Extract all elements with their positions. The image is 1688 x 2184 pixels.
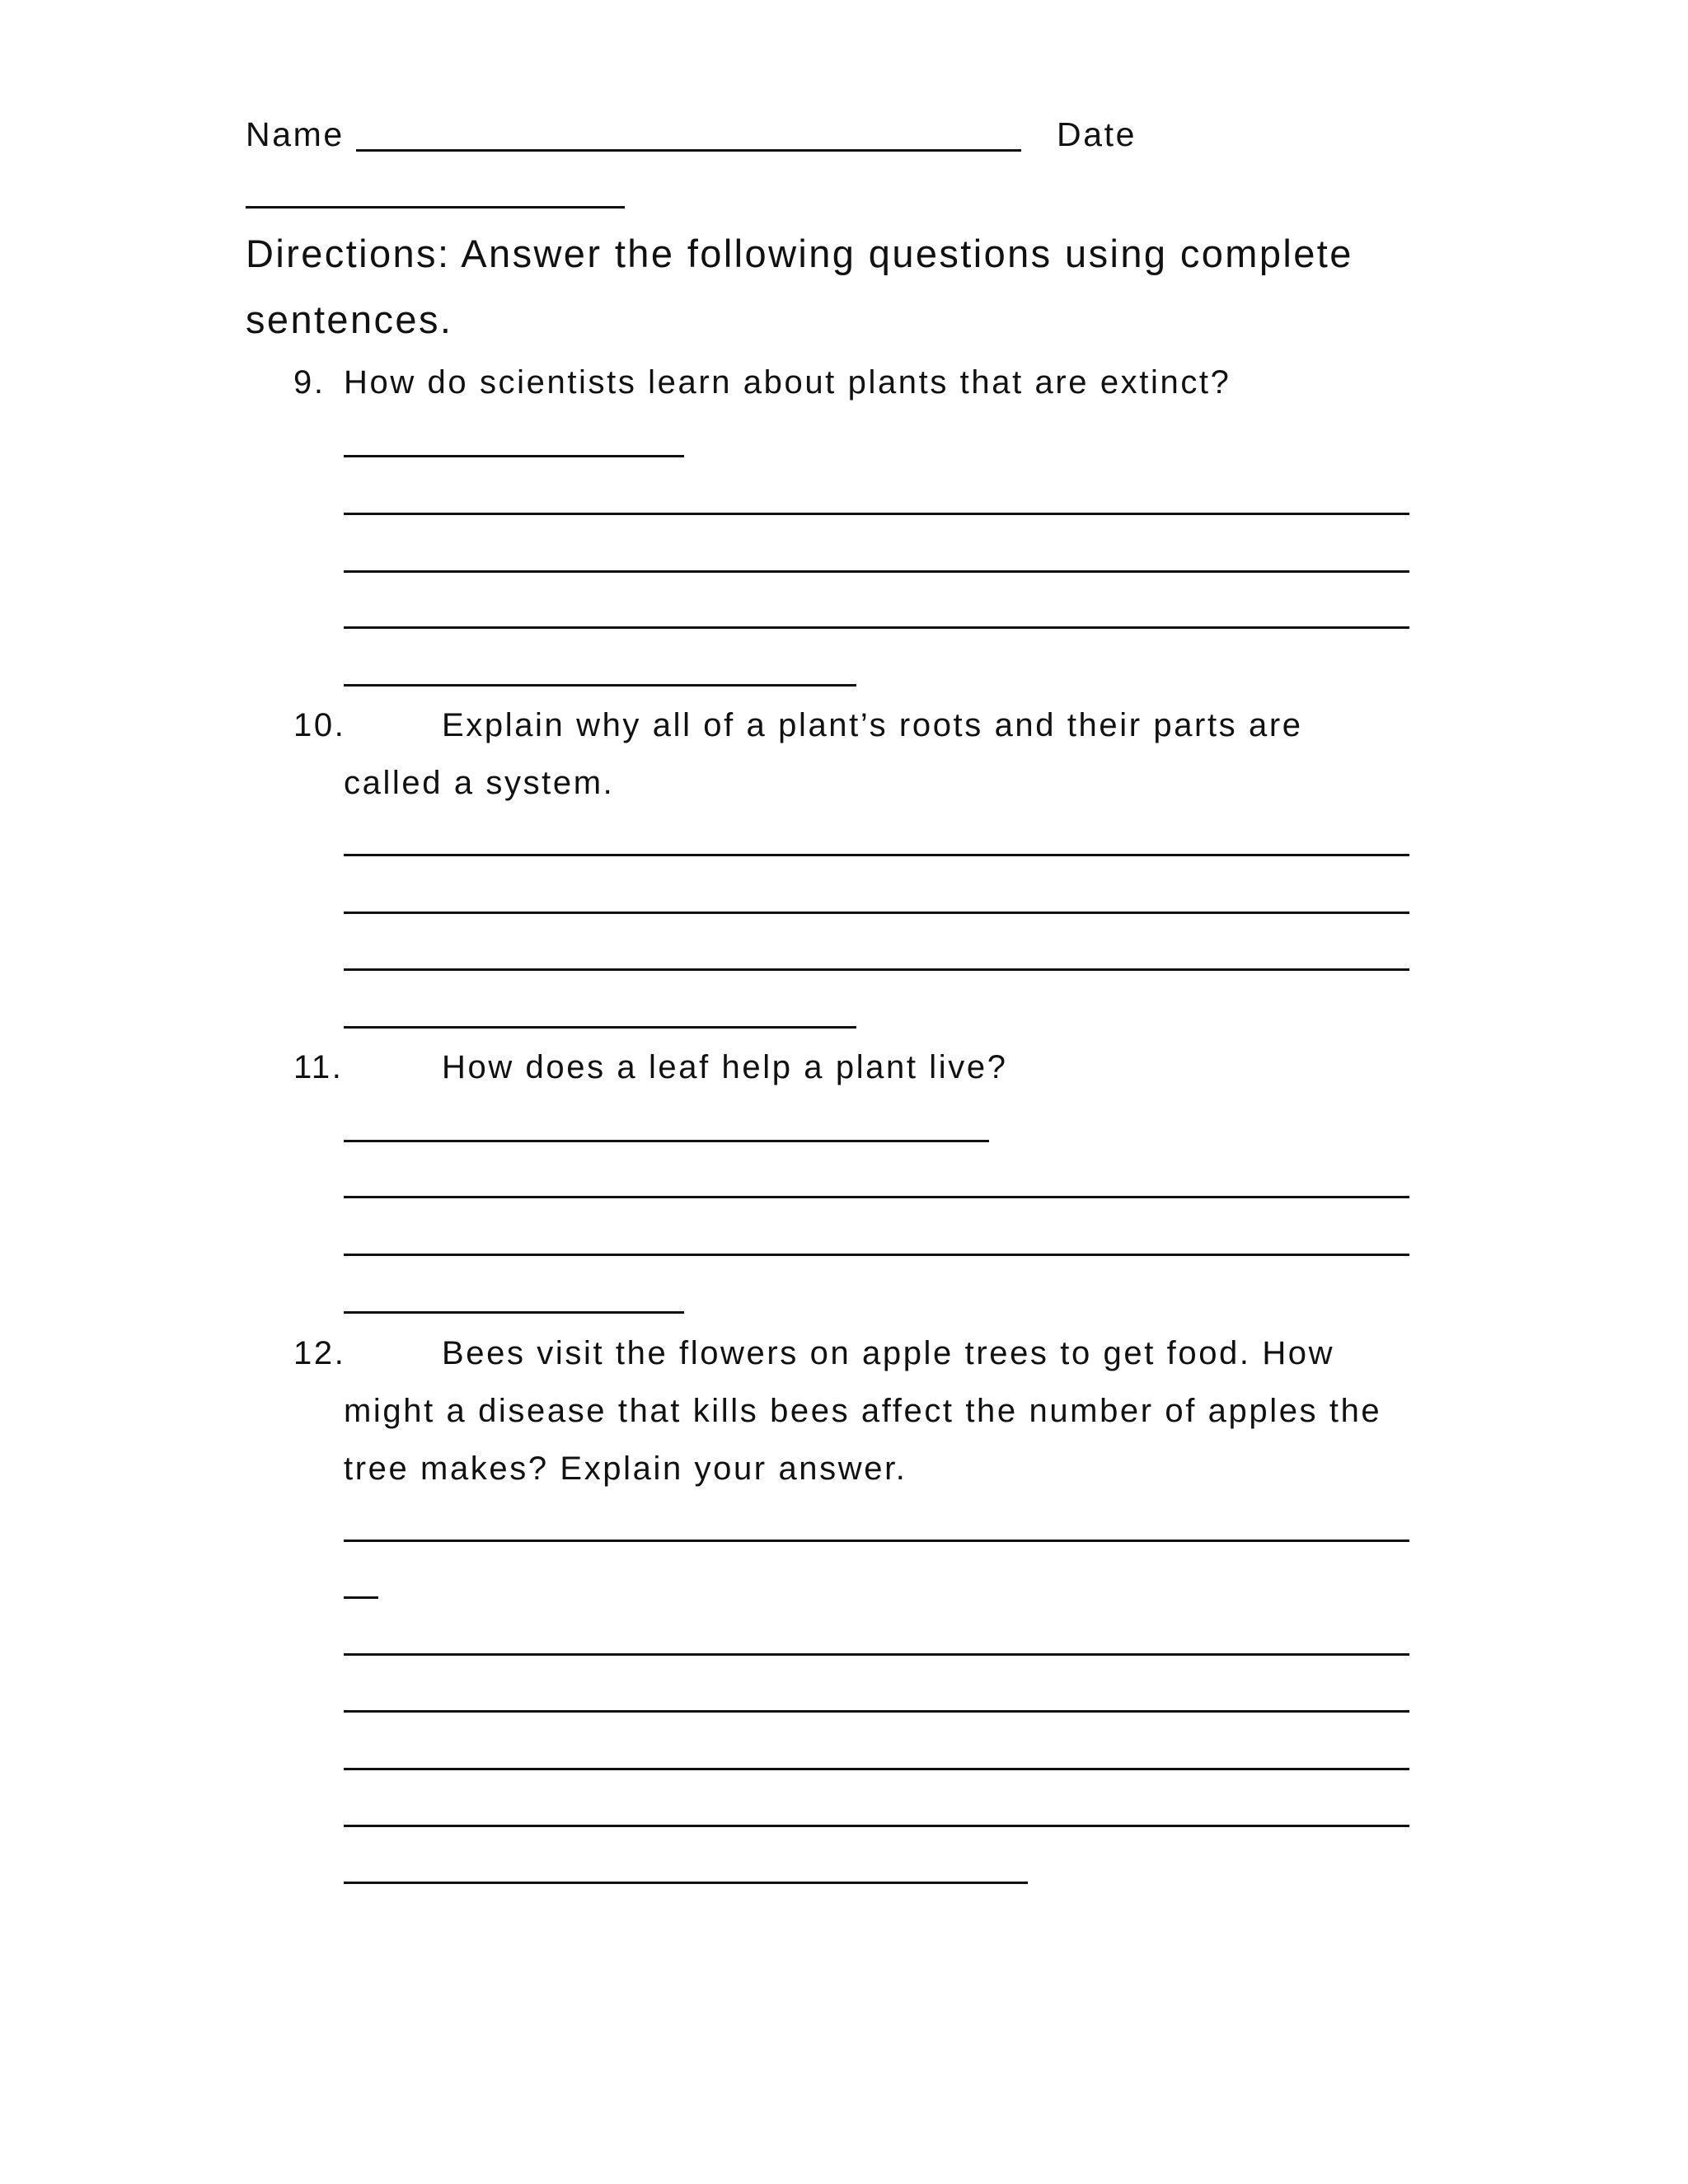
answer-line <box>344 1596 378 1599</box>
question-10-text-line-2: called a system. <box>344 765 615 801</box>
directions-line-1: Directions: Answer the following questions using complete <box>246 232 1353 275</box>
question-12-text-line-2: might a disease that kills bees affect the number of apples the <box>344 1393 1382 1429</box>
answer-line <box>344 1768 1409 1770</box>
answer-line <box>344 1653 1409 1656</box>
answer-line <box>344 968 1409 971</box>
question-10-number: 10. <box>293 707 346 743</box>
answer-line <box>344 1196 1409 1198</box>
answer-line <box>344 1026 856 1029</box>
date-label: Date <box>1057 115 1137 153</box>
name-label: Name <box>246 115 345 153</box>
directions-line-2: sentences. <box>246 298 453 341</box>
answer-line <box>344 1540 1409 1542</box>
answer-line <box>344 912 1409 914</box>
question-9-text: How do scientists learn about plants that are extinct? <box>344 364 1231 401</box>
answer-line <box>344 1710 1409 1713</box>
answer-line <box>344 1825 1409 1827</box>
name-blank-line <box>356 149 1021 152</box>
question-12-text-line-1: Bees visit the flowers on apple trees to get food. How <box>442 1335 1335 1371</box>
question-11-text: How does a leaf help a plant live? <box>442 1049 1008 1085</box>
answer-line <box>344 513 1409 515</box>
answer-line <box>344 1882 1028 1884</box>
answer-line <box>344 1254 1409 1256</box>
question-11-number: 11. <box>293 1049 344 1085</box>
answer-line <box>344 854 1409 856</box>
question-9-number: 9. <box>293 364 326 401</box>
answer-line <box>344 626 1409 629</box>
answer-line <box>344 684 856 687</box>
answer-line <box>344 455 684 457</box>
date-blank-line <box>246 206 625 209</box>
question-12-number: 12. <box>293 1335 346 1371</box>
question-12-text-line-3: tree makes? Explain your answer. <box>344 1451 907 1487</box>
answer-line <box>344 1140 989 1142</box>
answer-line <box>344 570 1409 573</box>
question-10-text-line-1: Explain why all of a plant’s roots and their parts are <box>442 707 1303 743</box>
answer-line <box>344 1311 684 1314</box>
